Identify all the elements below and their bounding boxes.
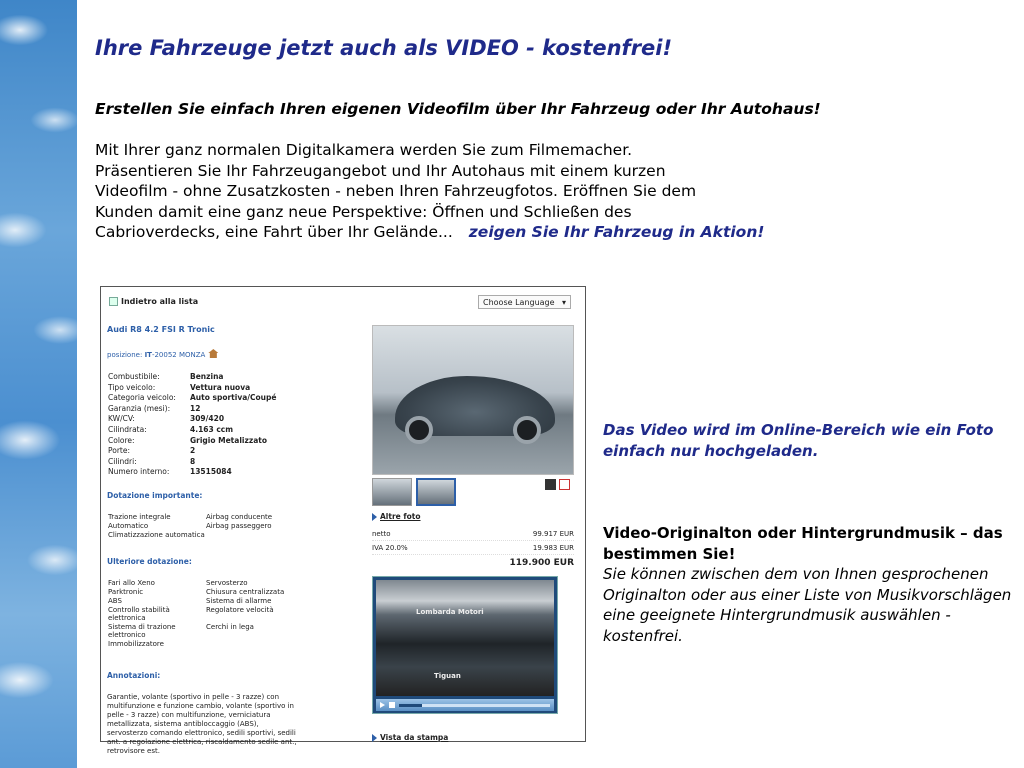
- print-view-link[interactable]: [372, 733, 448, 742]
- video-seek-bar[interactable]: [399, 704, 550, 707]
- sky-background: [0, 0, 77, 768]
- listing-screenshot: [100, 286, 586, 755]
- equipment-item: Sistema di trazione elettronico: [108, 623, 176, 639]
- front-wheel-shape: [405, 416, 433, 444]
- stop-icon[interactable]: [389, 702, 395, 708]
- spec-key: Categoria veicolo:: [108, 393, 176, 403]
- price-row: [372, 541, 574, 555]
- spec-row: [108, 425, 276, 436]
- audio-note-heading: Video-Originalton oder Hintergrundmusik – das bestimmen Sie!: [603, 524, 1003, 563]
- important-equipment-title: Dotazione importante:: [107, 491, 203, 500]
- print-icon[interactable]: [545, 479, 556, 490]
- spec-row: [108, 383, 276, 394]
- intro-emphasis: zeigen Sie Ihr Fahrzeug in Aktion!: [468, 223, 765, 241]
- action-icons: [545, 479, 570, 490]
- dealer-house-icon[interactable]: [208, 349, 218, 358]
- rear-wheel-shape: [513, 416, 541, 444]
- equipment-item: Trazione integrale: [108, 513, 171, 521]
- photo-thumbnail-selected[interactable]: [416, 478, 456, 506]
- spec-row: [108, 446, 276, 457]
- list-icon: [109, 297, 118, 306]
- price-value: 19.983 EUR: [532, 543, 574, 552]
- spec-key: KW/CV:: [108, 414, 135, 424]
- spec-row: [108, 467, 276, 478]
- spec-value: 309/420: [190, 414, 225, 424]
- equipment-item: Climatizzazione automatica: [108, 531, 205, 539]
- spec-row: [108, 414, 276, 425]
- equipment-item: Cerchi in lega: [206, 623, 254, 631]
- video-controls: [376, 699, 554, 711]
- spec-row: [108, 436, 276, 447]
- more-photos-label: Altre foto: [380, 512, 421, 521]
- video-sign-top: Lombarda Motori: [416, 608, 484, 616]
- equipment-item: Airbag passeggero: [206, 522, 272, 530]
- price-total: 119.900 EUR: [509, 558, 574, 568]
- intro-line: Präsentieren Sie Ihr Fahrzeugangebot und Ihr Autohaus mit einem kurzen: [95, 161, 666, 180]
- spec-key: Numero interno:: [108, 467, 170, 477]
- spec-row: [108, 457, 276, 468]
- video-frame[interactable]: [376, 580, 554, 696]
- car-title: Audi R8 4.2 FSI R Tronic: [107, 325, 215, 334]
- video-player[interactable]: [372, 576, 558, 714]
- spec-table: [108, 372, 276, 478]
- chevron-down-icon: ▾: [561, 297, 566, 307]
- spec-value: 2: [190, 446, 196, 456]
- photo-thumbnails: [372, 478, 456, 506]
- spec-key: Garanzia (mesi):: [108, 403, 171, 413]
- notes-title: Annotazioni:: [107, 671, 161, 680]
- video-sign-bottom: Tiguan: [434, 672, 461, 680]
- print-view-label: Vista da stampa: [380, 733, 449, 742]
- audio-note: [603, 523, 1013, 646]
- arrow-right-icon: [372, 513, 377, 521]
- equipment-item: [206, 640, 306, 648]
- intro-line: Kunden damit eine ganz neue Perspektive: Öffnen und Schließen des: [95, 202, 632, 221]
- spec-key: Tipo veicolo:: [108, 382, 156, 392]
- headline: Ihre Fahrzeuge jetzt auch als VIDEO - kostenfrei!: [95, 36, 673, 60]
- equipment-item: [206, 531, 306, 539]
- further-equipment-list: [108, 579, 306, 648]
- video-seek-fill: [399, 704, 422, 707]
- equipment-item: Parktronic: [108, 588, 144, 596]
- spec-value: Grigio Metalizzato: [190, 435, 267, 445]
- spec-row: [108, 393, 276, 404]
- spec-value: Benzina: [190, 372, 224, 381]
- spec-value: 4.163 ccm: [190, 424, 234, 434]
- spec-key: Colore:: [108, 435, 135, 445]
- language-select[interactable]: [478, 295, 571, 309]
- pdf-icon[interactable]: [559, 479, 570, 490]
- intro-line: Mit Ihrer ganz normalen Digitalkamera werden Sie zum Filmemacher.: [95, 141, 633, 159]
- price-row: [372, 527, 574, 541]
- price-label: netto: [372, 529, 391, 538]
- intro-paragraph: [95, 140, 875, 243]
- equipment-item: Regolatore velocità: [206, 606, 274, 614]
- price-value: 99.917 EUR: [532, 529, 574, 538]
- audio-note-body: Sie können zwischen dem von Ihnen gesprochenen Originalton oder aus einer Liste von Musikvorschlägen eine geeignete Hintergrundmusik auswählen - kostenfrei.: [603, 565, 1012, 645]
- spec-row: [108, 372, 276, 383]
- subheadline: Erstellen Sie einfach Ihren eigenen Videofilm über Ihr Fahrzeug oder Ihr Autohaus!: [95, 100, 821, 118]
- important-equipment-list: [108, 513, 306, 539]
- arrow-right-icon: [372, 734, 377, 742]
- equipment-item: ABS: [108, 597, 122, 605]
- spec-key: Cilindri:: [108, 456, 137, 466]
- upload-note: Das Video wird im Online-Bereich wie ein Foto einfach nur hochgeladen.: [603, 421, 994, 460]
- equipment-item: Sistema di allarme: [206, 597, 272, 605]
- equipment-item: Immobilizzatore: [108, 640, 164, 648]
- price-table: [372, 527, 574, 571]
- price-label: IVA 20.0%: [372, 543, 408, 552]
- notes-text: Garantie, volante (sportivo in pelle - 3 razze) con multifunzione e funzione cambio, volante (sportivo in pelle - 3 razze) con multifunzione, verniciatura metallizzata, sistema antibloccaggio (ABS), servosterzo comando elettronico, sedili sportivi, sedili ant. a regolazione elettrica, riscaldamento sedile ant., retrovisore est.: [107, 693, 297, 755]
- equipment-item: Chiusura centralizzata: [206, 588, 285, 596]
- equipment-item: Servosterzo: [206, 579, 248, 587]
- spec-value: 8: [190, 456, 196, 466]
- main-car-photo[interactable]: [372, 325, 574, 475]
- spec-value: Auto sportiva/Coupé: [190, 393, 277, 403]
- position-country: IT: [144, 351, 152, 359]
- back-to-list-label: Indietro alla lista: [121, 297, 199, 306]
- back-to-list-link[interactable]: [109, 297, 198, 306]
- spec-value: 13515084: [190, 467, 232, 477]
- further-equipment-title: Ulteriore dotazione:: [107, 557, 192, 566]
- photo-thumbnail[interactable]: [372, 478, 412, 506]
- language-select-value: Choose Language: [483, 297, 555, 307]
- position-line: [107, 349, 218, 359]
- more-photos-link[interactable]: [372, 512, 421, 521]
- equipment-item: Automatico: [108, 522, 149, 530]
- intro-line: Cabrioverdecks, eine Fahrt über Ihr Gelände...: [95, 223, 453, 241]
- equipment-item: Fari allo Xeno: [108, 579, 155, 587]
- spec-key: Porte:: [108, 446, 131, 456]
- spec-value: Vettura nuova: [190, 382, 251, 392]
- intro-line: Videofilm - ohne Zusatzkosten - neben Ihren Fahrzeugfotos. Eröffnen Sie dem: [95, 182, 697, 200]
- spec-value: 12: [190, 403, 201, 413]
- spec-key: Combustibile:: [108, 372, 160, 381]
- position-label: posizione:: [107, 351, 143, 359]
- spec-key: Cilindrata:: [108, 424, 147, 434]
- intro-line-last: [95, 222, 875, 243]
- equipment-item: Controllo stabilità elettronica: [108, 606, 170, 622]
- position-value: -20052 MONZA: [151, 351, 206, 359]
- play-icon[interactable]: [380, 702, 385, 708]
- equipment-item: Airbag conducente: [206, 513, 273, 521]
- spec-row: [108, 404, 276, 415]
